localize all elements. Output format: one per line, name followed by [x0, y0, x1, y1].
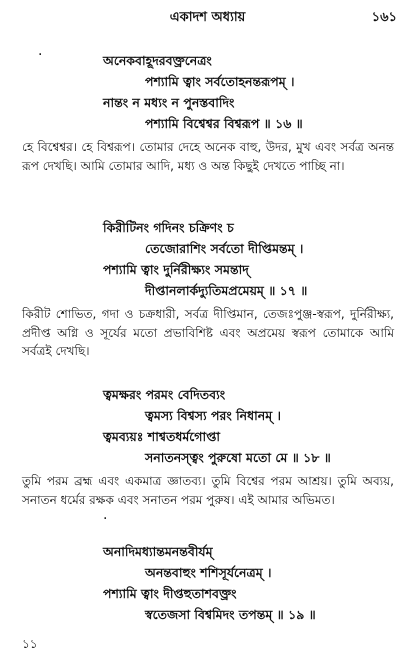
- page-number: ১৬১: [371, 10, 397, 25]
- verse-line: অনন্তবাহুং শশিসূর্যনেত্রম্ ।: [145, 565, 272, 580]
- verse-line: কিরীটিনং গদিনং চক্রিণং চ: [103, 220, 234, 235]
- signature-mark: ১১: [22, 637, 38, 651]
- verse-line: পশ্যামি ত্বাং সর্বতোহনন্তরূপম্ ।: [145, 74, 295, 89]
- translation-paragraph: হে বিশ্বেশ্বর। হে বিশ্বরূপ। তোমার দেহে অনেক বাহু, উদর, মুখ এবং সর্বত্র অনন্ত রূপ দেখছি। আমি তোমার আদি, মধ্য ও অন্ত কিছুই দেখতে পাচ্ছি না।: [22, 140, 394, 173]
- verse-line: অনাদিমধ্যান্তমনন্তবীর্যম্: [103, 544, 213, 559]
- verse-line: দীপ্তানলার্কদ্যুতিমপ্রমেয়ম্ ॥ ১৭ ॥: [145, 283, 308, 298]
- verse-line: ত্বমব্যয়ঃ শাশ্বতধর্মগোপ্তা: [103, 429, 221, 444]
- verse-line: নান্তং ন মধ্যং ন পুনস্তবাদিং: [103, 95, 235, 110]
- chapter-title: একাদশ অধ্যায়: [169, 10, 246, 25]
- verse-line: তেজোরাশিং সর্বতো দীপ্তিমন্তম্ ।: [145, 241, 304, 256]
- verse-line: পশ্যামি বিশ্বেশ্বর বিশ্বরূপ ॥ ১৬ ॥: [145, 116, 303, 131]
- verse-line: ত্বমক্ষরং পরমং বেদিতব্যং: [103, 387, 226, 402]
- translation-paragraph: কিরীট শোভিত, গদা ও চক্রধারী, সর্বত্র দীপ্তিমান, তেজঃপুঞ্জ-স্বরূপ, দুর্নিরীক্ষ্য, প্রদীপ্ত অগ্নি ও সূর্যের মতো প্রভাবিশিষ্ট এবং অপ্রমেয় স্বরূপ তোমাকে আমি সর্বত্রই দেখছি।: [22, 307, 394, 358]
- verse-line: স্বতেজসা বিশ্বমিদং তপন্তম্ ॥ ১৯ ॥: [145, 607, 316, 622]
- verse-line: পশ্যামি ত্বাং দুর্নিরীক্ষ্যং সমন্তাদ্: [103, 262, 249, 277]
- verse-line: পশ্যামি ত্বাং দীপ্তহুতাশবক্ত্রং: [103, 586, 237, 601]
- verse-line: সনাতনস্ত্বং পুরুষো মতো মে ॥ ১৮ ॥: [145, 450, 331, 465]
- print-speck: ·: [103, 511, 108, 527]
- page-header: [18, 8, 397, 30]
- verse-line: অনেকবাহূদরবক্ত্রনেত্রং: [103, 53, 212, 68]
- translation-paragraph: তুমি পরম ব্রহ্ম এবং একমাত্র জ্ঞাতব্য। তুমি বিশ্বের পরম আশ্রয়। তুমি অব্যয়, সনাতন ধর্মের রক্ষক এবং সনাতন পরম পুরুষ। এই আমার অভিমত।: [22, 474, 394, 507]
- verse-line: ত্বমস্য বিশ্বস্য পরং নিধানম্ ।: [145, 408, 281, 423]
- print-speck: ·: [38, 47, 43, 63]
